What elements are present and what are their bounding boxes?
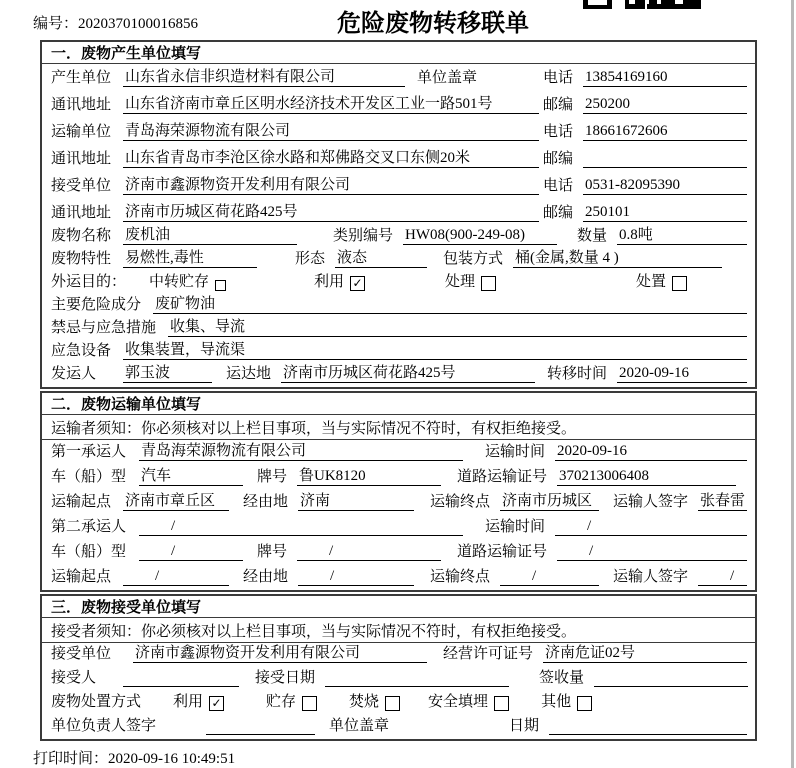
disposal-option-store-checkbox — [302, 696, 317, 711]
purpose-option-storage-label: 中转贮存 — [149, 274, 210, 290]
producer-unit-label: 产生单位 — [51, 70, 112, 86]
disposal-option-landfill-checkbox — [494, 696, 509, 711]
serial-label: 编号： — [33, 16, 79, 32]
producer-phone-label: 电话 — [542, 70, 573, 86]
producer-seal-label: 单位盖章 — [417, 70, 478, 86]
transfer-time-value: 2020-09-16 — [617, 365, 747, 383]
row-producer-address — [42, 91, 755, 118]
receiver-phone-label: 电话 — [542, 178, 573, 194]
dispatcher-label: 发运人 — [51, 366, 97, 382]
receipt-qty-label: 签收量 — [539, 670, 585, 686]
row-receiver-unit — [42, 172, 755, 199]
route2-end-value: / — [500, 568, 599, 586]
purpose-option-treat-checkbox — [481, 276, 496, 291]
disposal-option-other-label: 其他 — [541, 694, 572, 710]
producer-unit-value: 山东省永信非织造材料有限公司 — [123, 65, 405, 87]
accept-date-label: 接受日期 — [255, 670, 316, 686]
vehicle2-license-value: / — [557, 543, 747, 561]
transport-phone-label: 电话 — [542, 124, 573, 140]
transport-notice: 运输者须知：你必须核对以上栏目事项，当与实际情况不符时，有权拒绝接受。 — [42, 415, 755, 440]
row-vehicle1 — [42, 465, 755, 490]
emergency-measures-value: 收集、导流 — [168, 315, 747, 337]
hazard-component-label: 主要危险成分 — [51, 297, 142, 313]
waste-code-value: HW08(900-249-08) — [403, 227, 557, 245]
disposal-option-store-label: 贮存 — [266, 694, 297, 710]
receiver-phone-value: 0531-82095390 — [583, 177, 747, 195]
row-carrier2 — [42, 515, 755, 540]
row-producer-unit — [42, 64, 755, 91]
destination-value: 济南市历城区荷花路425号 — [281, 361, 535, 383]
print-time — [33, 747, 235, 768]
row-accept-unit — [42, 643, 755, 667]
carrier2-value: / — [139, 518, 463, 536]
vehicle2-license-label: 道路运输证号 — [457, 544, 548, 560]
waste-pack-value: 桶(金属,数量 4 ) — [513, 246, 722, 268]
page-title: 危险废物转移联单 — [337, 11, 529, 37]
receiver-unit-value: 济南市鑫源物资开发利用有限公司 — [123, 173, 539, 195]
destination-label: 运达地 — [226, 366, 272, 382]
route2-via-value: / — [298, 568, 414, 586]
purpose-option-use-label: 利用 — [314, 274, 345, 290]
accept-unit-value: 济南市鑫源物资开发利用有限公司 — [133, 641, 427, 663]
producer-address-label: 通讯地址 — [51, 97, 112, 113]
route2-sign-value: / — [698, 568, 747, 586]
disposal-method-label: 废物处置方式 — [51, 694, 142, 710]
responsible-sign-value — [206, 734, 315, 735]
route1-start-label: 运输起点 — [51, 494, 112, 510]
route2-start-value: / — [123, 568, 229, 586]
purpose-option-dispose-checkbox — [672, 276, 687, 291]
route1-end-label: 运输终点 — [430, 494, 491, 510]
route2-start-label: 运输起点 — [51, 569, 112, 585]
waste-name-value: 废机油 — [123, 223, 297, 245]
transport-address-value: 山东省青岛市李沧区徐水路和郑佛路交叉口东侧20米 — [123, 146, 539, 168]
emergency-measures-label: 禁忌与应急措施 — [51, 320, 157, 336]
emergency-equipment-label: 应急设备 — [51, 343, 112, 359]
section-producer — [40, 40, 757, 389]
disposal-option-burn-label: 焚烧 — [349, 694, 380, 710]
vehicle1-type-value: 汽车 — [139, 464, 243, 486]
carrier2-time-label: 运输时间 — [485, 519, 546, 535]
transfer-time-label: 转移时间 — [547, 366, 608, 382]
section-receiver-header: 三．废物接受单位填写 — [42, 596, 755, 618]
vehicle2-plate-value: / — [297, 543, 441, 561]
route1-end-value: 济南市历城区 — [500, 489, 599, 511]
row-carrier1 — [42, 440, 755, 465]
acceptor-label: 接受人 — [51, 670, 97, 686]
vehicle1-license-value: 370213006408 — [557, 468, 736, 486]
carrier1-time-label: 运输时间 — [485, 444, 546, 460]
vehicle1-type-label: 车（船）型 — [51, 469, 127, 485]
route1-sign-label: 运输人签字 — [613, 494, 689, 510]
row-route2 — [42, 565, 755, 590]
waste-name-label: 废物名称 — [51, 228, 112, 244]
vehicle2-type-label: 车（船）型 — [51, 544, 127, 560]
disposal-option-use-checkbox: ✓ — [209, 696, 224, 711]
waste-qty-label: 数量 — [577, 228, 608, 244]
disposal-option-use-label: 利用 — [173, 694, 204, 710]
purpose-option-treat-label: 处理 — [445, 274, 476, 290]
accept-date-value — [325, 686, 509, 687]
waste-code-label: 类别编号 — [333, 228, 394, 244]
sign-date-value — [549, 734, 747, 735]
print-time-label: 打印时间： — [33, 751, 109, 767]
transfer-purpose-label: 外运目的： — [51, 274, 127, 290]
waste-qty-value: 0.8吨 — [617, 223, 747, 245]
row-responsible-sign — [42, 715, 755, 739]
waste-character-label: 废物特性 — [51, 251, 112, 267]
window-edge-line — [791, 0, 794, 768]
row-waste-character — [42, 249, 755, 272]
vehicle1-license-label: 道路运输证号 — [457, 469, 548, 485]
transport-unit-value: 青岛海荣源物流有限公司 — [123, 119, 539, 141]
row-receiver-address — [42, 199, 755, 226]
acceptor-value — [123, 686, 239, 687]
waste-form-value: 液态 — [335, 246, 427, 268]
receiver-unit-label: 接受单位 — [51, 178, 112, 194]
purpose-option-use-checkbox: ✓ — [350, 276, 365, 291]
section-transport-header: 二．废物运输单位填写 — [42, 393, 755, 415]
transport-zip-label: 邮编 — [542, 151, 573, 167]
disposal-option-landfill-label: 安全填埋 — [428, 694, 489, 710]
receiver-notice: 接受者须知：你必须核对以上栏目事项，当与实际情况不符时，有权拒绝接受。 — [42, 618, 755, 643]
receipt-qty-value — [594, 686, 748, 687]
row-vehicle2 — [42, 540, 755, 565]
row-dispatch — [42, 364, 755, 387]
section-receiver — [40, 594, 757, 741]
route1-via-value: 济南 — [298, 489, 414, 511]
carrier1-value: 青岛海荣源物流有限公司 — [139, 439, 463, 461]
row-transport-unit — [42, 118, 755, 145]
emergency-equipment-value: 收集装置，导流渠 — [123, 338, 747, 360]
transport-unit-label: 运输单位 — [51, 124, 112, 140]
print-time-value: 2020-09-16 10:49:51 — [108, 751, 236, 767]
row-transport-address — [42, 145, 755, 172]
waste-form-label: 形态 — [295, 251, 326, 267]
purpose-option-dispose-label: 处置 — [636, 274, 667, 290]
route2-end-label: 运输终点 — [430, 569, 491, 585]
row-route1 — [42, 490, 755, 515]
disposal-option-burn-checkbox — [385, 696, 400, 711]
row-disposal-method — [42, 691, 755, 715]
row-acceptor — [42, 667, 755, 691]
carrier1-time-value: 2020-09-16 — [555, 443, 747, 461]
serial-number — [33, 12, 198, 33]
vehicle1-plate-label: 牌号 — [257, 469, 288, 485]
sign-date-label: 日期 — [509, 718, 540, 734]
transport-phone-value: 18661672606 — [583, 123, 747, 141]
operating-license-label: 经营许可证号 — [443, 646, 534, 662]
section-producer-header: 一．废物产生单位填写 — [42, 42, 755, 64]
route1-start-value: 济南市章丘区 — [123, 489, 229, 511]
receiver-address-label: 通讯地址 — [51, 205, 112, 221]
producer-address-value: 山东省济南市章丘区明水经济技术开发区工业一路501号 — [123, 92, 539, 114]
route1-sign-value: 张春雷 — [698, 489, 747, 511]
waste-character-value: 易燃性,毒性 — [123, 246, 257, 268]
route2-sign-label: 运输人签字 — [613, 569, 689, 585]
section-transport — [40, 391, 757, 592]
serial-value: 2020370100016856 — [78, 16, 199, 32]
purpose-option-storage-checkbox — [215, 280, 226, 291]
hazard-component-value: 废矿物油 — [153, 292, 747, 314]
disposal-option-other-checkbox — [577, 696, 592, 711]
producer-zip-value: 250200 — [583, 96, 747, 114]
dispatcher-value: 郭玉波 — [123, 361, 212, 383]
vehicle2-plate-label: 牌号 — [257, 544, 288, 560]
waste-pack-label: 包装方式 — [443, 251, 504, 267]
route2-via-label: 经由地 — [243, 569, 289, 585]
route1-via-label: 经由地 — [243, 494, 289, 510]
receiver-zip-value: 250101 — [583, 204, 747, 222]
carrier1-label: 第一承运人 — [51, 444, 127, 460]
accept-unit-label: 接受单位 — [51, 646, 112, 662]
unit-seal-label: 单位盖章 — [329, 718, 390, 734]
receiver-zip-label: 邮编 — [542, 205, 573, 221]
transport-zip-value — [583, 167, 747, 168]
qr-code-fragment-icon — [583, 0, 701, 10]
operating-license-value: 济南危证02号 — [543, 641, 747, 663]
producer-zip-label: 邮编 — [542, 97, 573, 113]
carrier2-time-value: / — [555, 518, 747, 536]
receiver-address-value: 济南市历城区荷花路425号 — [123, 200, 539, 222]
transport-address-label: 通讯地址 — [51, 151, 112, 167]
carrier2-label: 第二承运人 — [51, 519, 127, 535]
vehicle1-plate-value: 鲁UK8120 — [297, 464, 441, 486]
producer-phone-value: 13854169160 — [583, 69, 747, 87]
responsible-sign-label: 单位负责人签字 — [51, 718, 157, 734]
vehicle2-type-value: / — [139, 543, 243, 561]
